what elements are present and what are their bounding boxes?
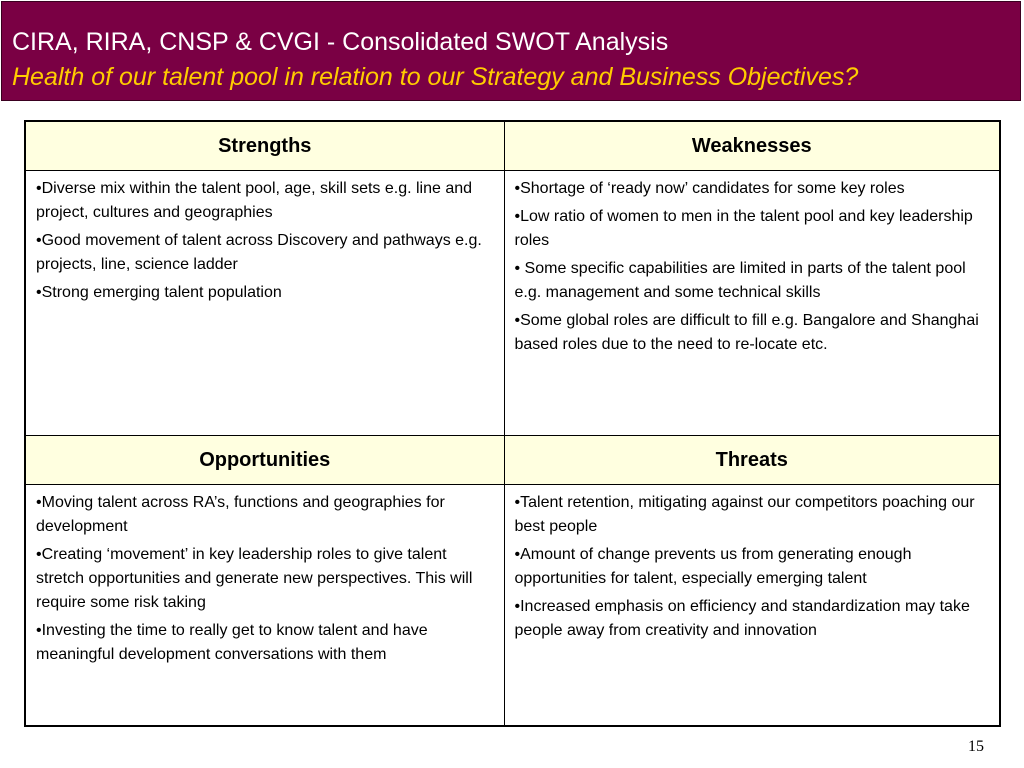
threats-item: • Amount of change prevents us from generating enough opportunities for talent, especially emerging talent [515,543,992,591]
weaknesses-item: • Low ratio of women to men in the talent pool and key leadership roles [515,205,992,253]
title-banner [1,1,1021,101]
weaknesses-cell [504,171,1000,436]
threats-item: • Talent retention, mitigating against our competitors poaching our best people [515,491,992,539]
threats-cell [504,485,1000,727]
opportunities-item: • Investing the time to really get to know talent and have meaningful development conversations with them [36,619,496,667]
threats-item: • Increased emphasis on efficiency and standardization may take people away from creativity and innovation [515,595,992,643]
strengths-cell [25,171,504,436]
swot-header-row-1 [25,121,1000,171]
strengths-item: • Good movement of talent across Discovery and pathways e.g. projects, line, science ladder [36,229,496,277]
strengths-heading: Strengths [25,121,504,171]
slide-title: CIRA, RIRA, CNSP & CVGI - Consolidated SWOT Analysis [12,28,669,56]
slide-subtitle: Health of our talent pool in relation to our Strategy and Business Objectives? [12,63,859,91]
strengths-list [26,171,504,313]
strengths-item: • Diverse mix within the talent pool, age, skill sets e.g. line and project, cultures and geographies [36,177,496,225]
weaknesses-item: • Some specific capabilities are limited in parts of the talent pool e.g. management and some technical skills [515,257,992,305]
weaknesses-item: • Shortage of ‘ready now’ candidates for some key roles [515,177,992,201]
strengths-item: • Strong emerging talent population [36,281,496,305]
swot-body-row-2 [25,485,1000,727]
opportunities-heading: Opportunities [25,436,504,485]
threats-list [505,485,1000,651]
page-number: 15 [968,738,984,755]
weaknesses-list [505,171,1000,365]
opportunities-list [26,485,504,675]
swot-table [24,120,1001,727]
weaknesses-heading: Weaknesses [504,121,1000,171]
opportunities-cell [25,485,504,727]
opportunities-item: • Moving talent across RA’s, functions and geographies for development [36,491,496,539]
swot-header-row-2 [25,436,1000,485]
weaknesses-item: • Some global roles are difficult to fill e.g. Bangalore and Shanghai based roles due to the need to re-locate etc. [515,309,992,357]
swot-body-row-1 [25,171,1000,436]
opportunities-item: • Creating ‘movement’ in key leadership roles to give talent stretch opportunities and generate new perspectives. This will require some risk taking [36,543,496,615]
threats-heading: Threats [504,436,1000,485]
